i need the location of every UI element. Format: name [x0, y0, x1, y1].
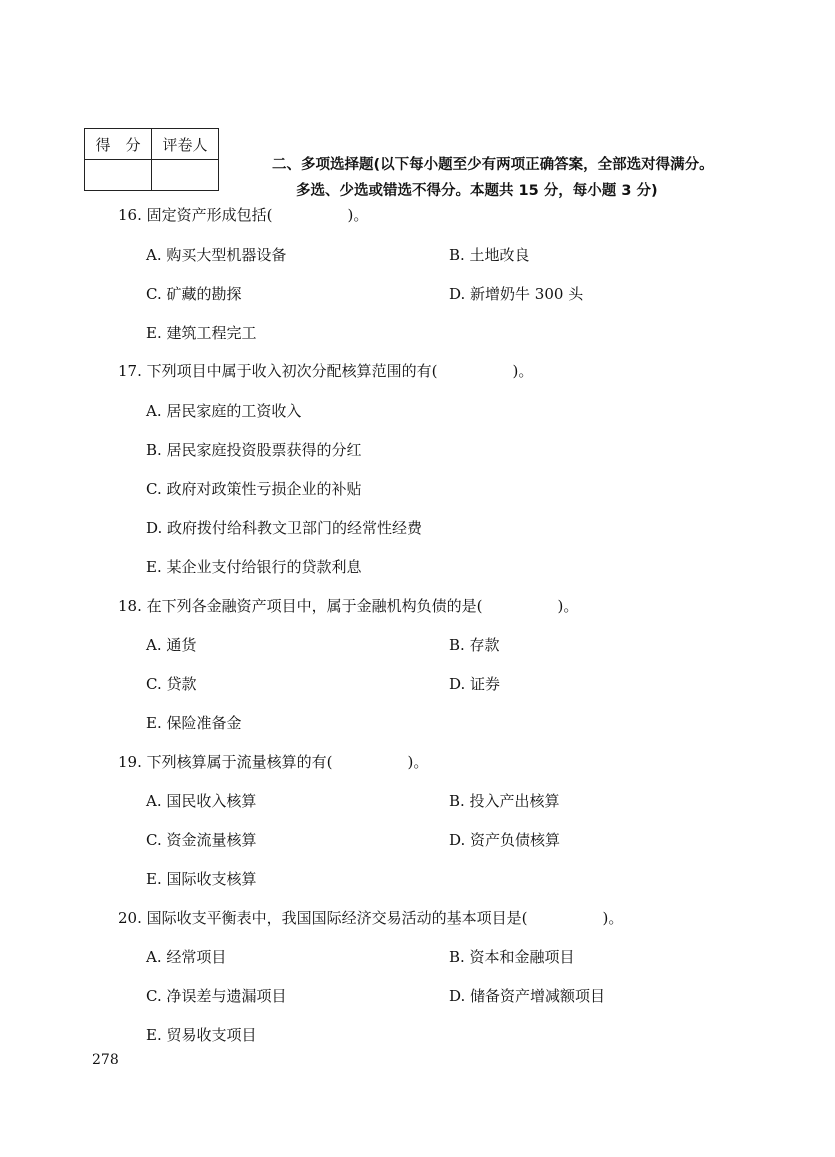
option-20-d: D. 储备资产增减额项目 [449, 987, 606, 1005]
option-16-e: E. 建筑工程完工 [146, 324, 257, 342]
option-18-e: E. 保险准备金 [146, 714, 242, 732]
option-16-c: C. 矿藏的勘探 [146, 285, 242, 303]
section-title-line2: 多选、少选或错选不得分。本题共 15 分，每小题 3 分) [296, 183, 658, 199]
option-16-d: D. 新增奶牛 300 头 [449, 285, 584, 303]
option-17-c: C. 政府对政策性亏损企业的补贴 [146, 480, 362, 498]
option-17-d: D. 政府拨付给科教文卫部门的经常性经费 [146, 519, 423, 537]
option-18-c: C. 贷款 [146, 675, 197, 693]
grader-header: 评卷人 [152, 129, 219, 160]
option-20-c: C. 净误差与遗漏项目 [146, 987, 287, 1005]
question-19: 19. 下列核算属于流量核算的有( )。 [118, 753, 429, 771]
option-20-b: B. 资本和金融项目 [449, 948, 575, 966]
section-title [272, 152, 714, 204]
page-number: 278 [92, 1052, 119, 1068]
score-box [84, 128, 219, 191]
question-16: 16. 固定资产形成包括( )。 [118, 206, 369, 224]
option-16-a: A. 购买大型机器设备 [146, 246, 287, 264]
option-17-a: A. 居民家庭的工资收入 [146, 402, 302, 420]
option-19-d: D. 资产负债核算 [449, 831, 561, 849]
grader-cell [152, 160, 219, 191]
option-18-b: B. 存款 [449, 636, 500, 654]
option-17-e: E. 某企业支付给银行的贷款利息 [146, 558, 362, 576]
option-19-c: C. 资金流量核算 [146, 831, 257, 849]
question-20: 20. 国际收支平衡表中，我国国际经济交易活动的基本项目是( )。 [118, 909, 624, 927]
option-16-b: B. 土地改良 [449, 246, 530, 264]
question-17: 17. 下列项目中属于收入初次分配核算范围的有( )。 [118, 362, 534, 380]
score-cell [85, 160, 152, 191]
option-19-b: B. 投入产出核算 [449, 792, 560, 810]
option-18-d: D. 证券 [449, 675, 501, 693]
score-header: 得 分 [85, 129, 152, 160]
option-20-e: E. 贸易收支项目 [146, 1026, 257, 1044]
option-19-a: A. 国民收入核算 [146, 792, 257, 810]
option-18-a: A. 通货 [146, 636, 197, 654]
option-19-e: E. 国际收支核算 [146, 870, 257, 888]
section-title-line1: 二、多项选择题(以下每小题至少有两项正确答案，全部选对得满分。 [272, 157, 714, 173]
question-18: 18. 在下列各金融资产项目中，属于金融机构负债的是( )。 [118, 597, 579, 615]
option-17-b: B. 居民家庭投资股票获得的分红 [146, 441, 362, 459]
option-20-a: A. 经常项目 [146, 948, 227, 966]
